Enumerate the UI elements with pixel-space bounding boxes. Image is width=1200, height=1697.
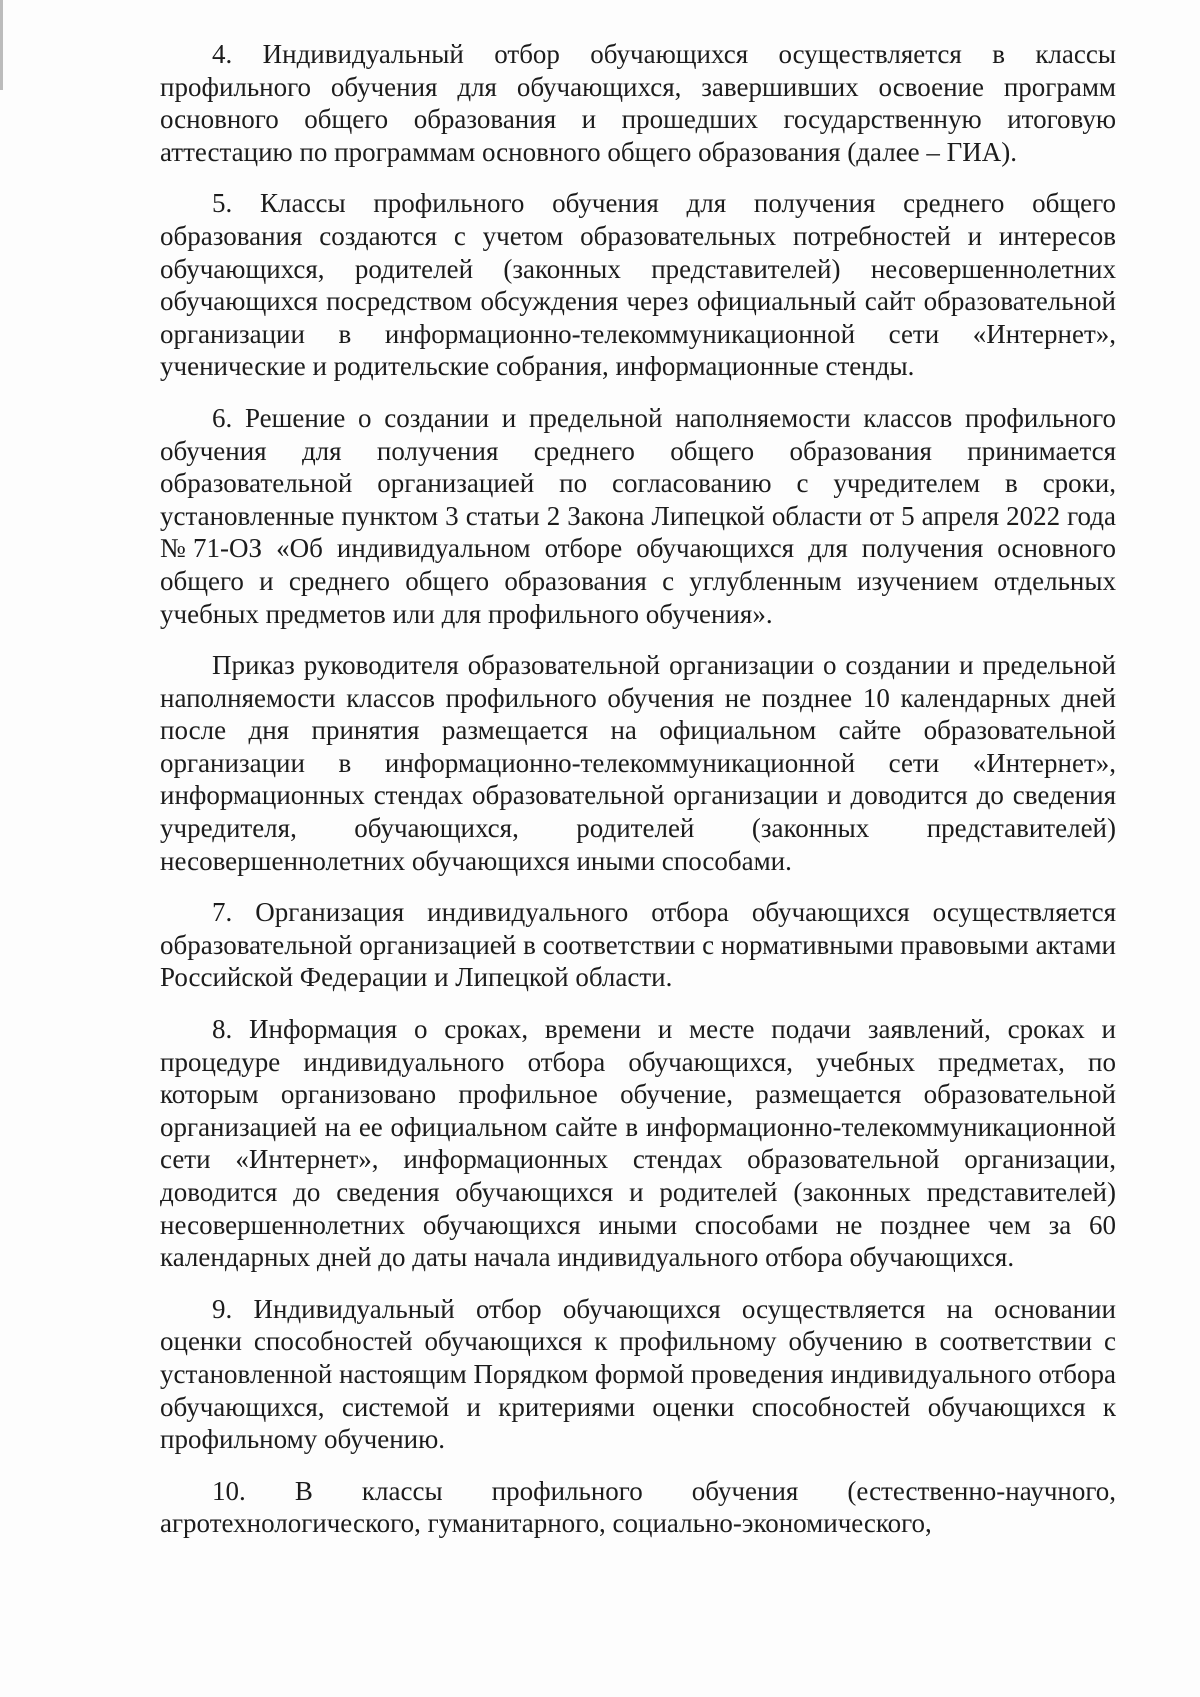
scan-edge-mark bbox=[0, 0, 3, 90]
paragraph-item-7: 7. Организация индивидуального отбора обучающихся осуществляется образовательной организацией в соответствии с нормативными правовыми актами Российской Федерации и Липецкой области. bbox=[160, 897, 1116, 993]
paragraph-item-5: 5. Классы профильного обучения для получения среднего общего образования создаются с учетом образовательных потребностей и интересов обучающихся, родителей (законных представителей) несовершеннолетних обучающихся посредством обсуждения через официальный сайт образовательной организации в информационно-телекоммуникационной сети «Интернет», ученические и родительские собрания, информационные стенды. bbox=[160, 188, 1116, 382]
paragraph-item-6: 6. Решение о создании и предельной наполняемости классов профильного обучения для получения среднего общего образования принимается образовательной организацией по согласованию с учредителем в сроки, установленные пунктом 3 статьи 2 Закона Липецкой области от 5 апреля 2022 года №71-ОЗ «Об индивидуальном отборе обучающихся для получения основного общего и среднего общего образования с углубленным изучением отдельных учебных предметов или для профильного обучения». bbox=[160, 402, 1116, 629]
paragraph-item-4: 4. Индивидуальный отбор обучающихся осуществляется в классы профильного обучения для обучающихся, завершивших освоение программ основного общего образования и прошедших государственную итоговую аттестацию по программам основного общего образования (далее – ГИА). bbox=[160, 39, 1116, 167]
paragraph-item-10: 10. В классы профильного обучения (естественно-научного, агротехнологического, гуманитарного, социально-экономического, bbox=[160, 1475, 1116, 1539]
paragraph-order-notice: Приказ руководителя образовательной организации о создании и предельной наполняемости классов профильного обучения не позднее 10 календарных дней после дня принятия размещается на официальном сайте образовательной организации в информационно-телекоммуникационной сети «Интернет», информационных стендах образовательной организации и доводится до сведения учредителя, обучающихся, родителей (законных представителей) несовершеннолетних обучающихся иными способами. bbox=[160, 650, 1116, 876]
paragraph-item-8: 8. Информация о сроках, времени и месте подачи заявлений, сроках и процедуре индивидуального отбора обучающихся, учебных предметах, по которым организовано профильное обучение, размещается образовательной организацией на ее официальном сайте в информационно-телекоммуникационной сети «Интернет», информационных стендах образовательной организации, доводится до сведения обучающихся и родителей (законных представителей) несовершеннолетних обучающихся иными способами не позднее чем за 60 календарных дней до даты начала индивидуального отбора обучающихся. bbox=[160, 1014, 1116, 1273]
document-body bbox=[160, 38, 1116, 1540]
paragraph-item-9: 9. Индивидуальный отбор обучающихся осуществляется на основании оценки способностей обучающихся к профильному обучению в соответствии с установленной настоящим Порядком формой проведения индивидуального отбора обучающихся, системой и критериями оценки способностей обучающихся к профильному обучению. bbox=[160, 1293, 1116, 1455]
